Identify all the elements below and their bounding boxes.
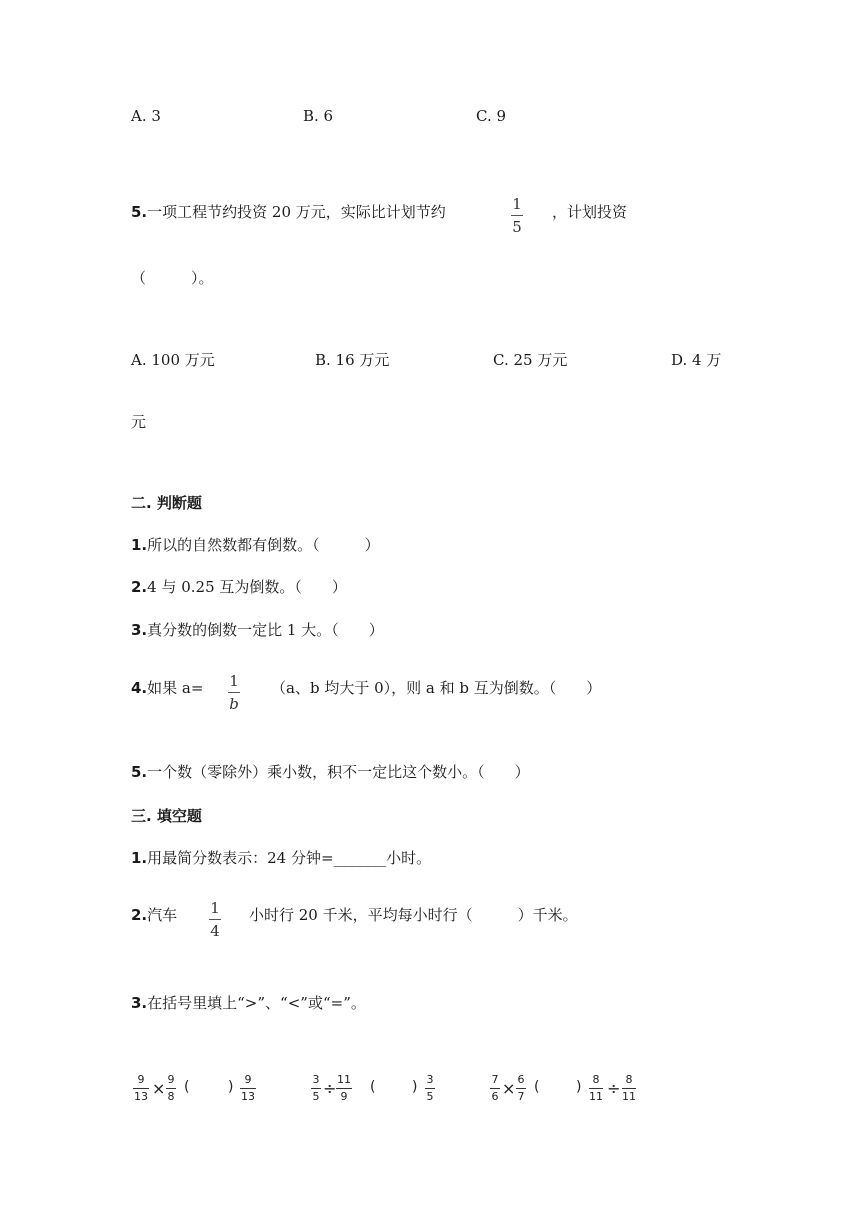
fraction-numerator: 1 [210,899,220,917]
fraction-bar [209,919,221,920]
question-text: 一个数（零除外）乘小数，积不一定比这个数小。（ ） [147,763,530,781]
fraction [425,1074,435,1103]
fraction [166,1074,176,1103]
q5-option-c: C. 25 万元 [493,351,568,369]
fraction-bar [622,1088,636,1089]
question-5 [131,202,446,222]
judge-item-suffix: （a、b 均大于 0），则 a 和 b 互为倒数。（ ） [271,679,602,697]
fraction [209,900,221,939]
fraction-denominator: 11 [589,1090,603,1103]
judge-item [131,577,347,597]
fraction-bar [511,215,523,216]
fraction-denominator: 11 [622,1090,636,1103]
fraction [516,1074,526,1103]
fraction-numerator: 3 [312,1073,320,1086]
judge-item [131,678,203,698]
question-number: 3. [131,621,148,639]
q5-option-d: D. 4 万 [671,351,722,369]
q5-option-d-wrap: 元 [131,413,147,431]
question-text: 4 与 0.25 互为倒数。（ ） [147,578,347,596]
answer-paren-open: ( [534,1079,540,1095]
fraction [622,1074,636,1103]
multiply-sign: × [502,1079,516,1098]
fraction-bar [166,1088,176,1089]
fraction-numerator: 11 [337,1073,351,1086]
fraction-bar [589,1088,603,1089]
question-text: 在括号里填上“>”、“<”或“=”。 [147,994,366,1012]
fill-item [131,993,366,1013]
q4-option-c: C. 9 [476,107,507,125]
divide-sign: ÷ [323,1079,337,1098]
fraction-numerator: 1 [229,672,239,690]
question-number: 5. [131,763,148,781]
fraction-numerator: 3 [426,1073,434,1086]
fraction-numerator: 9 [244,1073,252,1086]
answer-paren-close: ) [228,1079,234,1095]
answer-paren-close: ) [412,1079,418,1095]
fraction-numerator: 9 [137,1073,145,1086]
fraction-numerator: 7 [491,1073,499,1086]
fraction-denominator: 5 [512,218,522,236]
answer-paren-close: ) [576,1079,582,1095]
fraction-bar [336,1088,352,1089]
question-number: 1. [131,536,148,554]
fill-item-suffix: 小时行 20 千米，平均每小时行（ ）千米。 [249,906,578,924]
fill-item [131,905,177,925]
section-title: 二. 判断题 [131,494,202,512]
judge-item [131,620,384,640]
fraction [490,1074,500,1103]
question-text: 所以的自然数都有倒数。（ ） [147,536,380,554]
fraction-denominator: b [229,695,239,713]
q4-option-a: A. 3 [131,107,161,125]
question-number: 2. [131,906,148,924]
fraction-bar [425,1088,435,1089]
fraction-bar [228,692,240,693]
fraction-numerator: 6 [517,1073,525,1086]
fraction-denominator: 13 [241,1090,255,1103]
fraction [311,1074,321,1103]
fraction-denominator: 5 [426,1090,434,1103]
fraction-numerator: 1 [512,195,522,213]
answer-paren-open: ( [184,1079,190,1095]
fraction-bar [490,1088,500,1089]
fraction-bar [311,1088,321,1089]
judge-item [131,535,380,555]
fraction [511,196,523,235]
question-text: 用最简分数表示：24 分钟=_______小时。 [147,849,432,867]
fraction-bar [516,1088,526,1089]
fraction [133,1074,149,1103]
judge-item [131,762,530,782]
fill-item [131,848,431,868]
section-title: 三. 填空题 [131,807,202,825]
fraction-denominator: 13 [134,1090,148,1103]
answer-blank: （ ）。 [131,269,214,287]
fraction [240,1074,256,1103]
fraction [336,1074,352,1103]
divide-sign: ÷ [607,1079,621,1098]
question-text: 真分数的倒数一定比 1 大。（ ） [147,621,384,639]
fraction-denominator: 6 [491,1090,499,1103]
question-text: 汽车 [147,906,178,924]
q4-option-b: B. 6 [303,107,334,125]
q5-option-a: A. 100 万元 [131,351,215,369]
fraction [228,673,240,712]
fraction-numerator: 8 [592,1073,600,1086]
fraction-denominator: 5 [312,1090,320,1103]
question-number: 4. [131,679,148,697]
answer-paren-open: ( [370,1079,376,1095]
fraction-denominator: 4 [210,922,220,940]
question-number: 1. [131,849,148,867]
question-number: 3. [131,994,148,1012]
question-text: 如果 a= [147,679,204,697]
multiply-sign: × [152,1079,166,1098]
fraction-denominator: 8 [167,1090,175,1103]
q5-option-b: B. 16 万元 [315,351,390,369]
fraction-numerator: 8 [625,1073,633,1086]
fraction-denominator: 9 [340,1090,348,1103]
fraction-bar [133,1088,149,1089]
fraction-denominator: 7 [517,1090,525,1103]
question-5-suffix: ，计划投资 [552,203,628,221]
question-text: 一项工程节约投资 20 万元，实际比计划节约 [147,203,446,221]
question-number: 5. [131,203,148,221]
fraction-bar [240,1088,256,1089]
fraction-numerator: 9 [167,1073,175,1086]
question-number: 2. [131,578,148,596]
fraction [589,1074,603,1103]
